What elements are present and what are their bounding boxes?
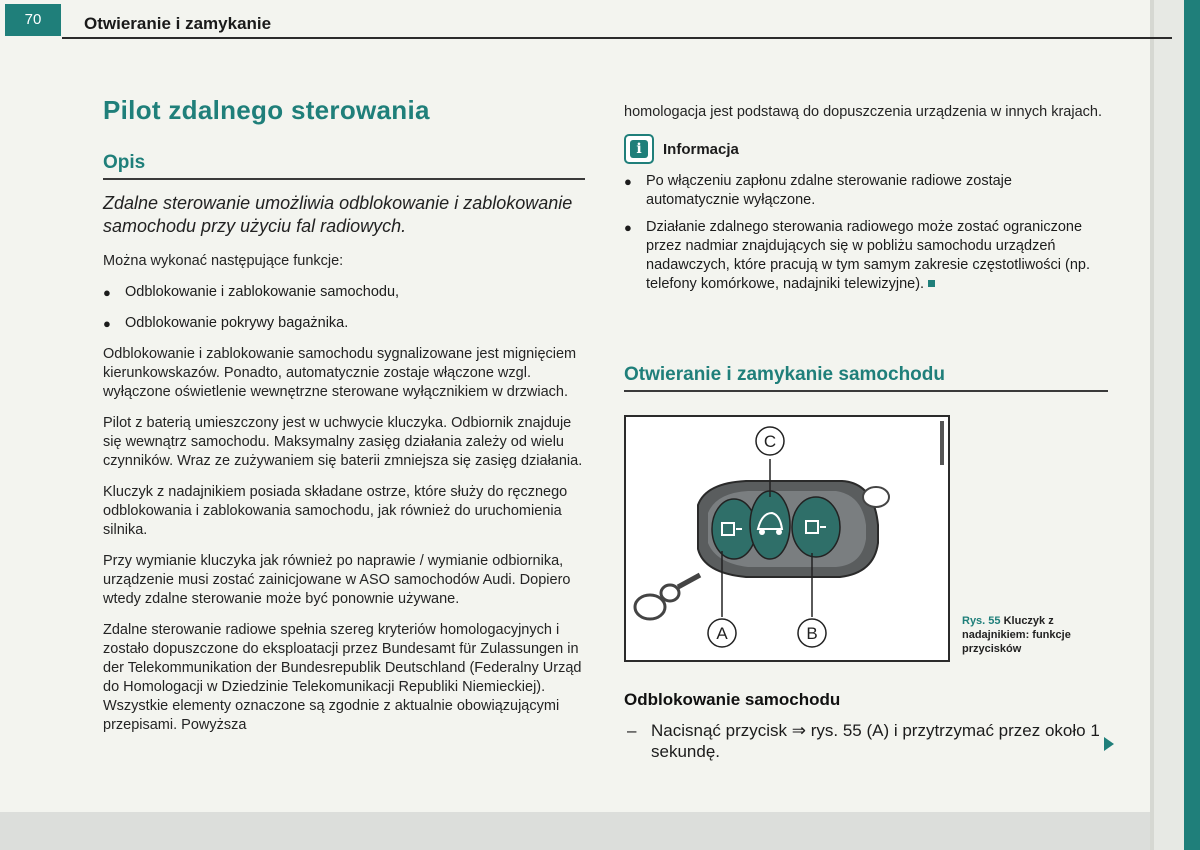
info-title: Informacja bbox=[663, 140, 739, 158]
bullet-dot: ● bbox=[103, 285, 111, 300]
body-paragraph: Zdalne sterowanie radiowe spełnia szereg kryteriów homologacyjnych i zostało dopuszczone do eksploatacji przez Bundesamt für Zulassungen in der Telekommunikation der Bundesrepublik Deutschland (Federalny Urząd do Homologacji w Dziedzinie Telekomunikacji Republiki Niemieckiej). Wszystkie elementy oznaczone są zgodnie z aktualnie obowiązującymi przepisami. Powyższa bbox=[103, 622, 582, 733]
bullet-dot: ● bbox=[624, 220, 632, 235]
section-rule bbox=[103, 178, 585, 180]
bullet-dot: ● bbox=[624, 174, 632, 189]
figure-number: Rys. 55 bbox=[962, 615, 1001, 627]
page-number: 70 bbox=[5, 4, 61, 36]
lead-paragraph: Zdalne sterowanie umożliwia odblokowanie i zablokowanie samochodu przy użyciu fal radiowych. bbox=[103, 193, 573, 236]
body-paragraph: Przy wymianie kluczyka jak również po naprawie / wymianie odbiornika, urządzenie musi zostać zainicjowane w ASO samochodów Audi. Dopiero wtedy zdalne sterowanie może być ponownie używane. bbox=[103, 553, 571, 607]
step-text: Nacisnąć przycisk ⇒ rys. 55 (A) i przytrzymać przez około 1 sekundę. bbox=[651, 721, 1100, 761]
body-paragraph: Odblokowanie i zablokowanie samochodu sygnalizowane jest mignięciem kierunkowskazów. Ponadto, automatycznie zostaje włączone wzgl. wyłączone oświetlenie wewnętrzne sterowane wyłącznikiem w drzwiach. bbox=[103, 346, 577, 400]
page-edge-band bbox=[1150, 0, 1186, 850]
body-paragraph: Kluczyk z nadajnikiem posiada składane ostrze, które służy do ręcznego odblokowania i zablokowania samochodu, jak również do uruchomienia silnika. bbox=[103, 484, 568, 538]
section-title-otwieranie: Otwieranie i zamykanie samochodu bbox=[624, 364, 945, 385]
step-dash: – bbox=[627, 721, 637, 740]
next-page-arrow bbox=[1104, 737, 1114, 751]
bullet-dot: ● bbox=[103, 316, 111, 331]
info-box-header bbox=[624, 134, 1106, 164]
page-title: Pilot zdalnego sterowania bbox=[103, 95, 430, 125]
key-fob-illustration bbox=[626, 417, 948, 660]
header-rule bbox=[62, 37, 1172, 39]
list-item-text: Odblokowanie i zablokowanie samochodu, bbox=[125, 284, 400, 300]
intro-text: Można wykonać następujące funkcje: bbox=[103, 253, 344, 269]
section-rule bbox=[624, 390, 1108, 392]
callout-a: A bbox=[716, 624, 728, 643]
callout-b: B bbox=[806, 624, 818, 643]
info-item-text: Działanie zdalnego sterowania radiowego może zostać ograniczone przez nadmiar znajdujących się w pobliżu samochodu urządzeń nadawczych, które pracują w tym samym zakresie częstotliwości (np. telefony komórkowe, nadajniki telewizyjne). bbox=[646, 219, 1091, 292]
section-title-opis: Opis bbox=[103, 152, 146, 173]
left-column bbox=[103, 95, 591, 735]
key-fob-figure bbox=[624, 415, 950, 662]
list-item bbox=[103, 314, 591, 333]
section-end-mark bbox=[928, 280, 935, 287]
chapter-tab bbox=[1184, 0, 1200, 850]
running-title: Otwieranie i zamykanie bbox=[84, 14, 272, 33]
info-item-text: Po włączeniu zapłonu zdalne sterowanie radiowe zostaje automatycznie wyłączone. bbox=[646, 173, 1012, 208]
info-list-item bbox=[624, 218, 1106, 294]
list-item bbox=[103, 283, 591, 302]
instruction-step bbox=[627, 720, 1107, 762]
list-item-text: Odblokowanie pokrywy bagażnika. bbox=[125, 315, 349, 331]
info-icon: i bbox=[624, 134, 654, 164]
body-paragraph: Pilot z baterią umieszczony jest w uchwycie kluczyka. Odbiornik znajduje się wewnątrz samochodu. Maksymalny zasięg działania zależy od wielu czynników. Wraz ze zużywaniem się baterii zmniejsza się zasięg działania. bbox=[103, 415, 583, 469]
continued-paragraph: homologacja jest podstawą do dopuszczenia urządzenia w innych krajach. bbox=[624, 104, 1102, 120]
bottom-bleed-strip bbox=[0, 812, 1150, 850]
figure-caption bbox=[962, 614, 1082, 656]
info-list-item bbox=[624, 172, 1106, 210]
subheading-unlock: Odblokowanie samochodu bbox=[624, 690, 841, 709]
right-column bbox=[624, 103, 1106, 392]
figure-caption-text: Kluczyk z nadajnikiem: funkcje przycisków bbox=[962, 615, 1071, 655]
callout-c: C bbox=[763, 432, 777, 451]
